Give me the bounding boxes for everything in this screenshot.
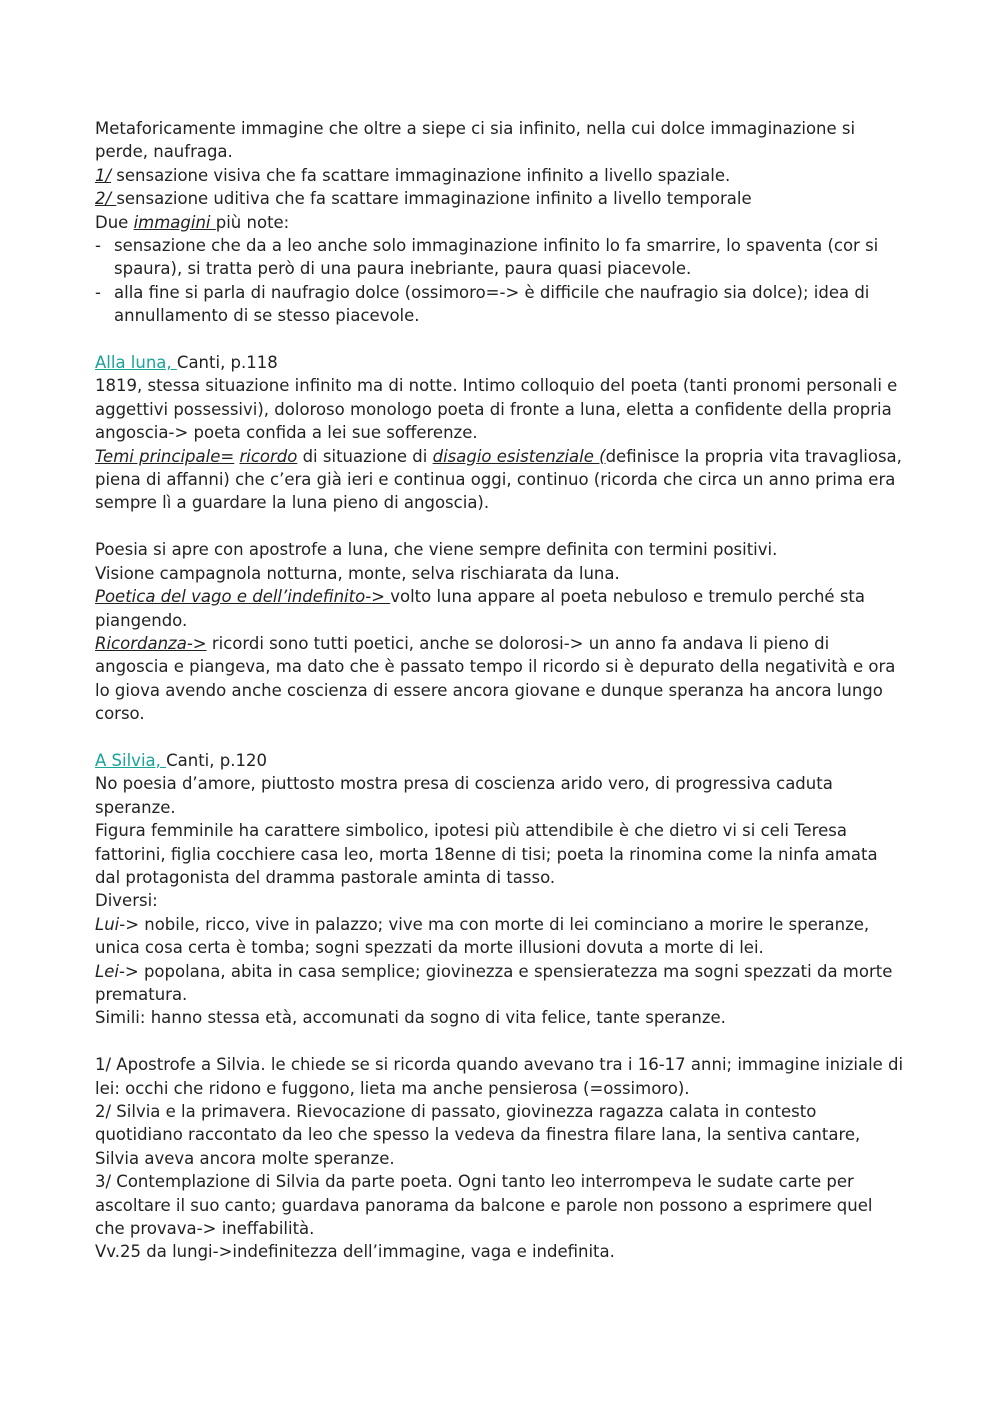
section-1: 1/ Apostrofe a Silvia. le chiede se si ricorda quando avevano tra i 16-17 anni; immagine iniziale di lei: occhi che ridono e fuggono, lieta ma anche pensierosa (=ossimoro). [95, 1055, 904, 1098]
lei-text: -> popolana, abita in casa semplice; giovinezza e spensieratezza ma sogni spezzati da morte prematura. [95, 961, 893, 1004]
themes-disagio: disagio esistenziale ( [432, 446, 606, 466]
two-images-post: più note: [215, 212, 290, 232]
intro-paragraph: Metaforicamente immagine che oltre a siepe ci sia infinito, nella cui dolce immaginazione si perde, naufraga. [95, 119, 856, 162]
silvia-lui [95, 913, 905, 960]
silvia-simili: Simili: hanno stessa età, accomunati da sogno di vita felice, tante speranze. [95, 1008, 726, 1028]
document-page [95, 117, 905, 1264]
themes-ricordo: ricordo [239, 446, 298, 466]
dash-bullet: - [95, 282, 101, 302]
silvia-diversi: Diversi: [95, 891, 158, 911]
two-images-emphasis: immagini [133, 212, 216, 232]
dash-bullet: - [95, 236, 101, 256]
alla-luna-intro: 1819, stessa situazione infinito ma di notte. Intimo colloquio del poeta (tanti pronomi personali e aggettivi possessivi), doloroso monologo poeta di fronte a luna, eletta a confidente della propria angoscia-> poeta confida a lei sue sofferenze. [95, 376, 898, 443]
silvia-lei [95, 960, 905, 1007]
sensation-visual-text: sensazione visiva che fa scattare immaginazione infinito a livello spaziale. [111, 165, 731, 185]
lei-label: Lei [95, 961, 119, 981]
silvia-intro: No poesia d’amore, piuttosto mostra presa di coscienza arido vero, di progressiva caduta speranze. [95, 774, 833, 817]
silvia-figure: Figura femminile ha carattere simbolico, ipotesi più attendibile è che dietro vi si celi Teresa fattorini, figlia cocchiere casa leo, morta 18enne di tisi; poeta la rinomina come la ninfa amata dal protagonista del dramma pastorale aminta di tasso. [95, 821, 878, 887]
ricordanza-text: ricordi sono tutti poetici, anche se dolorosi-> un anno fa andava li pieno di angoscia e piangeva, ma dato che è passato tempo il ricordo si è depurato della negatività e ora lo giova avendo anche coscienza di essere ancora giovane e dunque speranza ha ancora lungo corso. [95, 633, 896, 724]
alla-luna-link[interactable]: Alla luna, [95, 353, 177, 373]
sensation-auditory-number: 2/ [95, 189, 117, 209]
ricordanza-label: Ricordanza-> [95, 633, 207, 653]
lui-label: Lui [95, 914, 120, 934]
sensation-visual [95, 164, 905, 187]
ricordanza-paragraph [95, 632, 905, 726]
poetica-text: volto luna appare al poeta nebuloso e tremulo perché sta piangendo. [95, 587, 865, 630]
alla-luna-themes [95, 445, 905, 515]
sensation-auditory [95, 187, 905, 210]
two-images-pre: Due [95, 212, 134, 232]
section-2: 2/ Silvia e la primavera. Rievocazione di passato, giovinezza ragazza calata in contesto quotidiano raccontato da leo che spesso la vedeva da finestra filare lana, la sentiva cantare, Silvia aveva ancora molte speranze. [95, 1102, 861, 1168]
a-silvia-heading [95, 749, 905, 772]
vision-paragraph: Visione campagnola notturna, monte, selva rischiarata da luna. [95, 563, 620, 583]
alla-luna-heading [95, 351, 905, 374]
alla-luna-source: Canti, p.118 [176, 353, 278, 373]
poetica-label: Poetica del vago e dell’indefinito-> [95, 587, 391, 607]
list-item [95, 234, 905, 281]
list-item [95, 281, 905, 328]
a-silvia-source: Canti, p.120 [166, 750, 267, 770]
section-3: 3/ Contemplazione di Silvia da parte poeta. Ogni tanto leo interrompeva le sudate carte per ascoltare il suo canto; guardava panorama da balcone e parole non possono a esprimere quel che provava-> ineffabilità. [95, 1172, 873, 1239]
a-silvia-link[interactable]: A Silvia, [95, 750, 167, 770]
sensation-auditory-text: sensazione uditiva che fa scattare immaginazione infinito a livello temporale [116, 189, 752, 209]
themes-mid: di situazione di [297, 446, 433, 466]
images-list [95, 234, 905, 328]
apostrophe-paragraph: Poesia si apre con apostrofe a luna, che viene sempre definita con termini positivi. [95, 540, 778, 560]
poetica-paragraph [95, 585, 905, 632]
list-item-text: sensazione che da a leo anche solo immaginazione infinito lo fa smarrire, lo spaventa (cor si spaura), si tratta però di una paura inebriante, paura quasi piacevole. [114, 236, 879, 279]
list-item-text: alla fine si parla di naufragio dolce (ossimoro=-> è difficile che naufragio sia dolce); idea di annullamento di se stesso piacevole. [114, 282, 870, 326]
themes-label: Temi principale= [95, 446, 235, 466]
two-images-heading [95, 211, 905, 234]
sensation-visual-number: 1/ [95, 165, 112, 185]
lui-text: -> nobile, ricco, vive in palazzo; vive ma con morte di lei cominciano a morire le speranze, unica cosa certa è tomba; sogni spezzati da morte illusioni dovuta a morte di lei. [95, 914, 870, 958]
themes-text: definisce la propria vita travagliosa, piena di affanni) che c’era già ieri e continua oggi, continuo (ricorda che circa un anno prima era sempre lì a guardare la luna pieno di angoscia). [95, 446, 902, 513]
verse-note: Vv.25 da lungi->indefinitezza dell’immagine, vaga e indefinita. [95, 1242, 615, 1262]
